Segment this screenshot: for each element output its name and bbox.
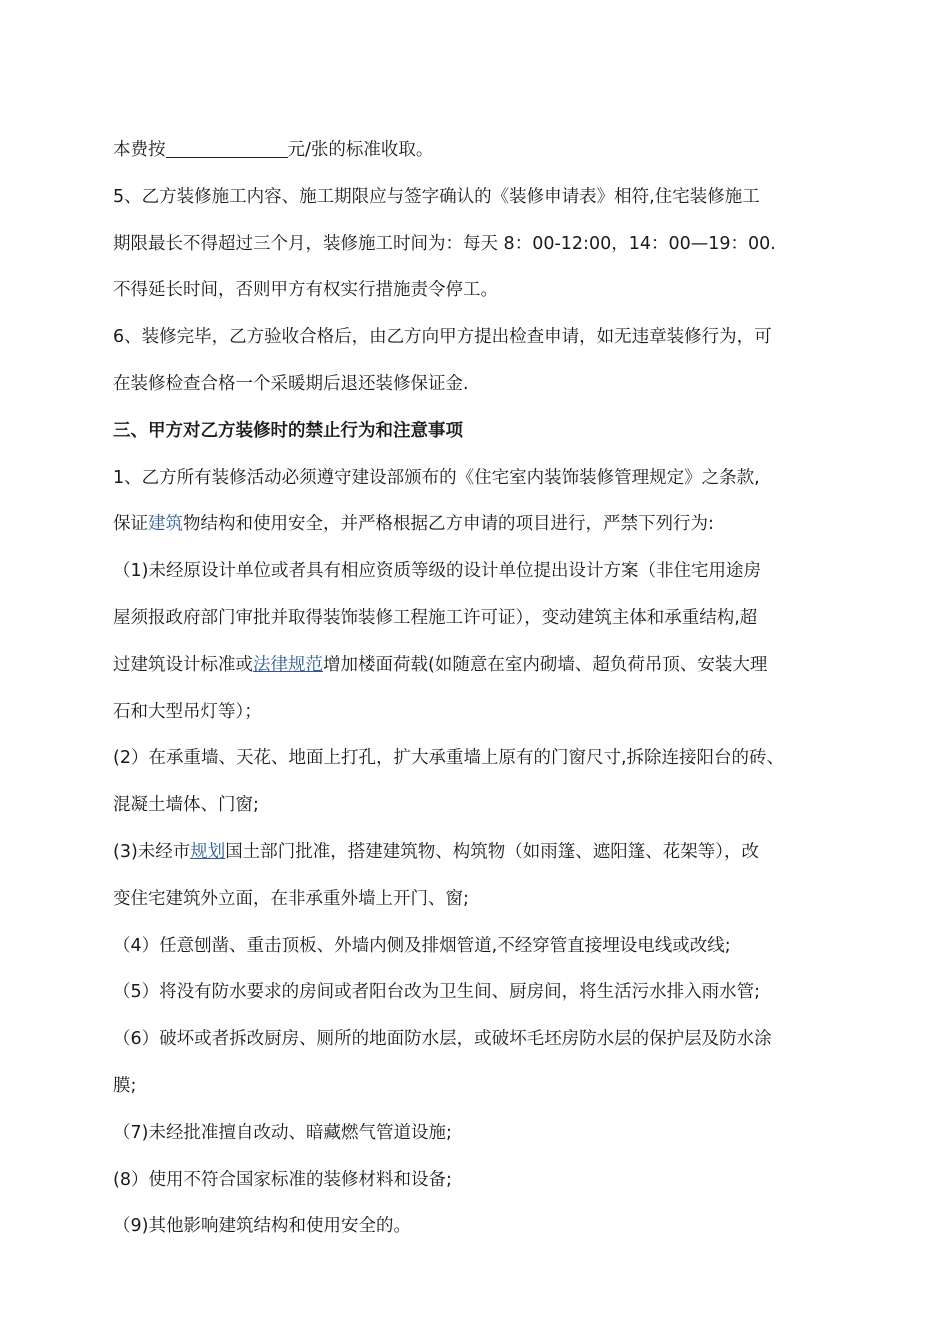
- section-3-clause-1-line-2: [113, 501, 850, 548]
- text-segment: 过建筑设计标准或: [113, 654, 253, 675]
- clause-5-line-1: 5、乙方装修施工内容、施工期限应与签字确认的《装修申请表》相符,住宅装修施工: [113, 186, 760, 207]
- item-2-line-1: (2）在承重墙、天花、地面上打孔，扩大承重墙上原有的门窗尺寸,拆除连接阳台的砖、: [113, 748, 785, 769]
- item-7-line: （7)未经批准擅自改动、暗藏燃气管道设施;: [113, 1122, 452, 1143]
- item-6-line-2: 膜;: [113, 1075, 137, 1096]
- fee-blank-field[interactable]: [166, 137, 288, 158]
- text-segment: (3)未经市: [113, 841, 191, 862]
- item-6-line-1: （6）破坏或者拆改厨房、厕所的地面防水层，或破坏毛坯房防水层的保护层及防水涂: [113, 1029, 772, 1050]
- clause-6-line-1: 6、装修完毕，乙方验收合格后，由乙方向甲方提出检查申请，如无违章装修行为，可: [113, 327, 772, 348]
- item-1-line-4: 石和大型吊灯等）；: [113, 701, 262, 722]
- link-legal-norms[interactable]: 法律规范: [253, 654, 323, 675]
- link-planning[interactable]: 规划: [190, 841, 226, 862]
- fee-text-before: 本费按: [113, 140, 166, 160]
- section-3-clause-1-line-1: 1、乙方所有装修活动必须遵守建设部颁布的《住宅室内装饰装修管理规定》之条款,: [113, 467, 760, 488]
- fee-text-after: 元/张的标准收取。: [287, 140, 434, 160]
- item-1-line-3: [113, 642, 850, 689]
- fee-line: [113, 127, 850, 174]
- item-3-line-1: [113, 829, 850, 876]
- text-segment: 增加楼面荷载(如随意在室内砌墙、超负荷吊顶、安装大理: [323, 654, 768, 675]
- clause-5-line-2: 期限最长不得超过三个月，装修施工时间为：每天 8：00-12:00，14：00—19：00.: [113, 233, 776, 254]
- item-3-line-2: 变住宅建筑外立面，在非承重外墙上开门、窗;: [113, 888, 469, 909]
- item-2-line-2: 混凝土墙体、门窗;: [113, 795, 259, 816]
- item-4-line: （4）任意刨凿、重击顶板、外墙内侧及排烟管道,不经穿管直接埋设电线或改线;: [113, 935, 731, 956]
- section-3-heading: 三、甲方对乙方装修时的禁止行为和注意事项: [113, 420, 463, 441]
- text-segment: 保证: [113, 514, 148, 535]
- text-segment: 物结构和使用安全，并严格根据乙方申请的项目进行，严禁下列行为:: [183, 514, 714, 535]
- item-1-line-1: （1)未经原设计单位或者具有相应资质等级的设计单位提出设计方案（非住宅用途房: [113, 561, 761, 582]
- clause-5-line-3: 不得延长时间，否则甲方有权实行措施责令停工。: [113, 280, 498, 301]
- item-9-line: （9)其他影响建筑结构和使用安全的。: [113, 1216, 411, 1237]
- item-8-line: (8）使用不符合国家标准的装修材料和设备;: [113, 1169, 452, 1190]
- link-building[interactable]: 建筑: [148, 514, 183, 535]
- clause-6-line-2: 在装修检查合格一个采暖期后退还装修保证金.: [113, 373, 469, 394]
- item-1-line-2: 屋须报政府部门审批并取得装饰装修工程施工许可证），变动建筑主体和承重结构,超: [113, 607, 758, 628]
- text-segment: 国土部门批准，搭建建筑物、构筑物（如雨篷、遮阳篷、花架等），改: [225, 841, 760, 862]
- item-5-line: （5）将没有防水要求的房间或者阳台改为卫生间、厨房间，将生活污水排入雨水管;: [113, 982, 761, 1003]
